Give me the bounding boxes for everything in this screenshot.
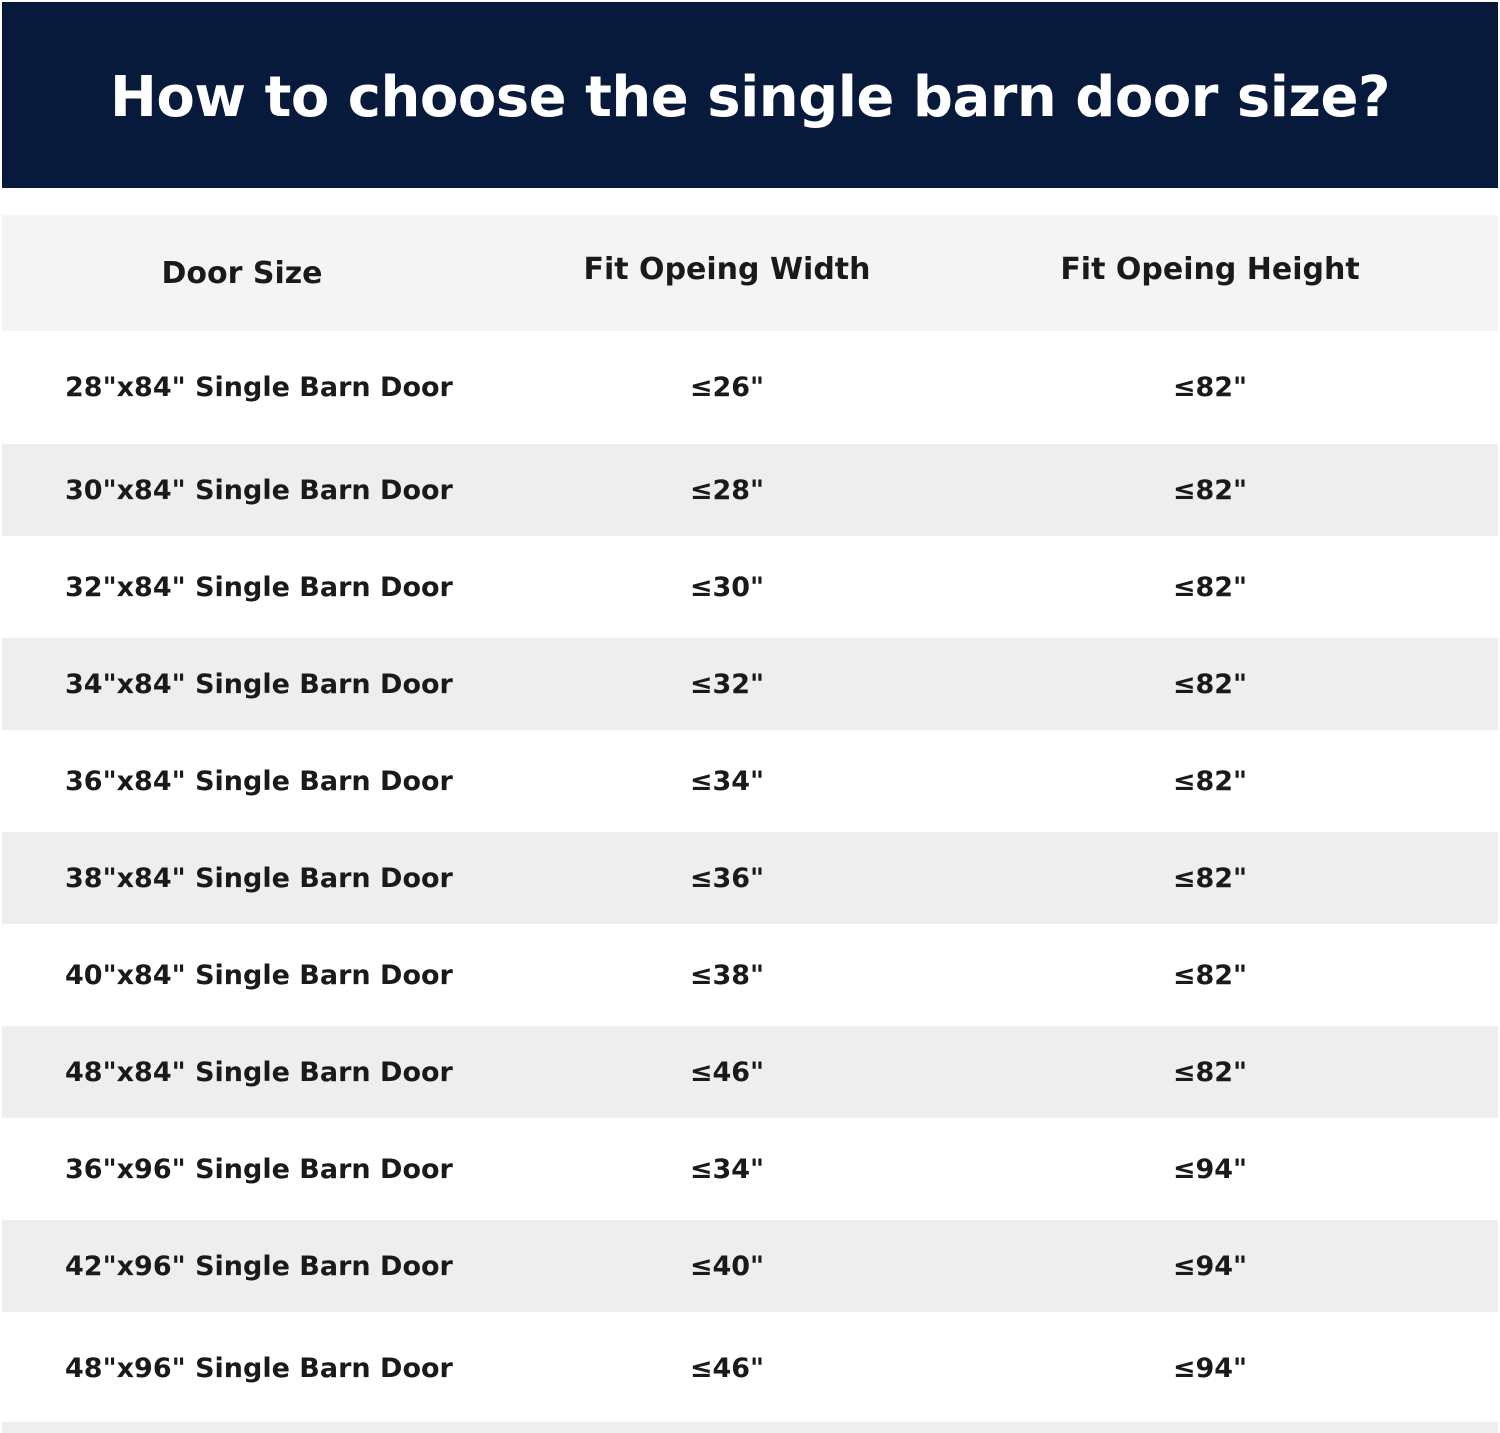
table-header-row bbox=[2, 215, 1498, 331]
fit-width-cell: ≤30" bbox=[689, 571, 765, 603]
fit-height-cell: ≤94" bbox=[1172, 1153, 1248, 1185]
door-size-cell: 48"x84" Single Barn Door bbox=[65, 1056, 453, 1088]
door-size-cell: 42"x96" Single Barn Door bbox=[65, 1250, 453, 1282]
fit-height-cell: ≤82" bbox=[1172, 1056, 1248, 1088]
header-fit-height: Fit Opeing Height bbox=[1060, 251, 1360, 287]
fit-height-cell: ≤82" bbox=[1172, 372, 1248, 403]
table-row bbox=[2, 1026, 1498, 1118]
fit-height-cell: ≤94" bbox=[1172, 1352, 1248, 1384]
door-size-cell: 34"x84" Single Barn Door bbox=[65, 668, 453, 700]
table-row bbox=[2, 638, 1498, 730]
fit-width-cell: ≤46" bbox=[689, 1056, 765, 1088]
fit-height-cell: ≤82" bbox=[1172, 474, 1248, 506]
page-title: How to choose the single barn door size? bbox=[110, 64, 1390, 130]
table-row bbox=[2, 832, 1498, 924]
fit-width-cell: ≤38" bbox=[689, 959, 765, 991]
door-size-cell: 38"x84" Single Barn Door bbox=[65, 862, 453, 894]
door-size-cell: 30"x84" Single Barn Door bbox=[65, 474, 453, 506]
fit-height-cell: ≤82" bbox=[1172, 765, 1248, 797]
door-size-cell: 40"x84" Single Barn Door bbox=[65, 959, 453, 991]
fit-width-cell: ≤28" bbox=[689, 474, 765, 506]
header-fit-width: Fit Opeing Width bbox=[583, 251, 871, 287]
door-size-cell: 32"x84" Single Barn Door bbox=[65, 571, 453, 603]
table-row bbox=[2, 1118, 1498, 1220]
size-table bbox=[2, 215, 1498, 1424]
fit-width-cell: ≤32" bbox=[689, 668, 765, 700]
table-row bbox=[2, 1220, 1498, 1312]
fit-height-cell: ≤82" bbox=[1172, 959, 1248, 991]
fit-width-cell: ≤36" bbox=[689, 862, 765, 894]
table-row bbox=[2, 730, 1498, 832]
door-size-cell: 48"x96" Single Barn Door bbox=[65, 1352, 453, 1384]
table-row bbox=[2, 331, 1498, 444]
fit-width-cell: ≤34" bbox=[689, 765, 765, 797]
door-size-cell: 36"x84" Single Barn Door bbox=[65, 765, 453, 797]
table-row bbox=[2, 924, 1498, 1026]
fit-height-cell: ≤82" bbox=[1172, 862, 1248, 894]
table-row bbox=[2, 536, 1498, 638]
table-row bbox=[2, 444, 1498, 536]
fit-width-cell: ≤40" bbox=[689, 1250, 765, 1282]
fit-height-cell: ≤94" bbox=[1172, 1250, 1248, 1282]
table-row bbox=[2, 1312, 1498, 1424]
fit-width-cell: ≤34" bbox=[689, 1153, 765, 1185]
fit-width-cell: ≤26" bbox=[689, 372, 765, 403]
table-bottom-strip bbox=[2, 1422, 1498, 1433]
fit-width-cell: ≤46" bbox=[689, 1352, 765, 1384]
title-banner bbox=[2, 2, 1498, 188]
door-size-cell: 36"x96" Single Barn Door bbox=[65, 1153, 453, 1185]
header-door-size: Door Size bbox=[161, 255, 323, 291]
fit-height-cell: ≤82" bbox=[1172, 668, 1248, 700]
door-size-cell: 28"x84" Single Barn Door bbox=[65, 372, 453, 403]
fit-height-cell: ≤82" bbox=[1172, 571, 1248, 603]
